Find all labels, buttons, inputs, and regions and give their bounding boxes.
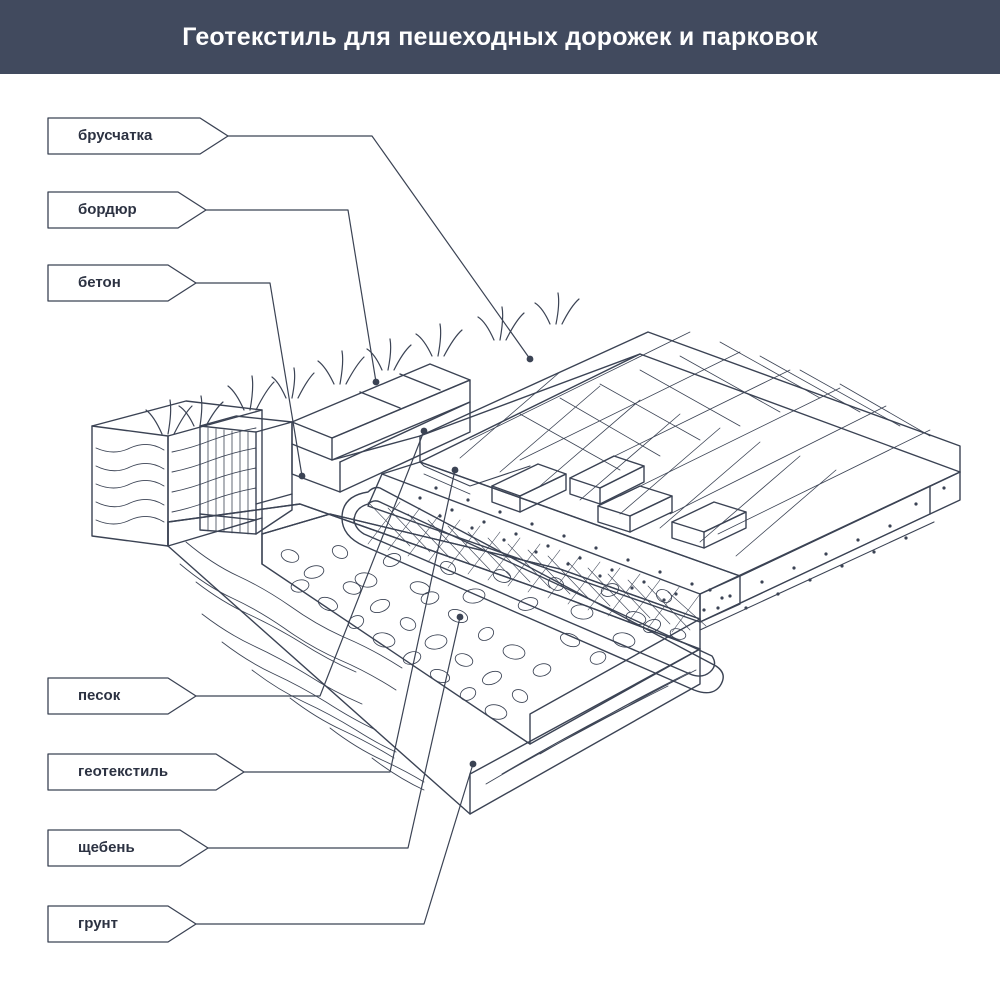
paver-slab xyxy=(420,354,960,576)
soil-wave-texture xyxy=(180,542,424,790)
callout-label-sand: песок xyxy=(78,687,121,704)
sand-layer xyxy=(368,474,700,622)
callout-label-pavers: брусчатка xyxy=(78,127,153,144)
callout-label-geotextile: геотекстиль xyxy=(78,763,169,780)
callout-label-crushed: щебень xyxy=(78,839,135,856)
callout-label-curb: бордюр xyxy=(78,201,137,218)
page-title: Геотекстиль для пешеходных дорожек и парковок xyxy=(182,22,818,51)
header-bar xyxy=(0,0,1000,74)
left-soil-block xyxy=(92,426,168,546)
paver-pattern xyxy=(460,332,930,556)
callout-label-concrete: бетон xyxy=(78,274,121,291)
diagram-illustration xyxy=(0,74,1000,1000)
label-tags xyxy=(48,118,244,942)
leader-lines xyxy=(196,136,530,924)
soil-slab xyxy=(168,504,700,814)
construction-diagram-svg xyxy=(0,74,1000,1000)
pebble-texture xyxy=(280,543,688,721)
concrete-base-edge xyxy=(700,486,930,622)
callout-label-soil: грунт xyxy=(78,915,118,932)
geotextile-mesh xyxy=(368,502,706,632)
grass-tufts xyxy=(146,293,579,434)
